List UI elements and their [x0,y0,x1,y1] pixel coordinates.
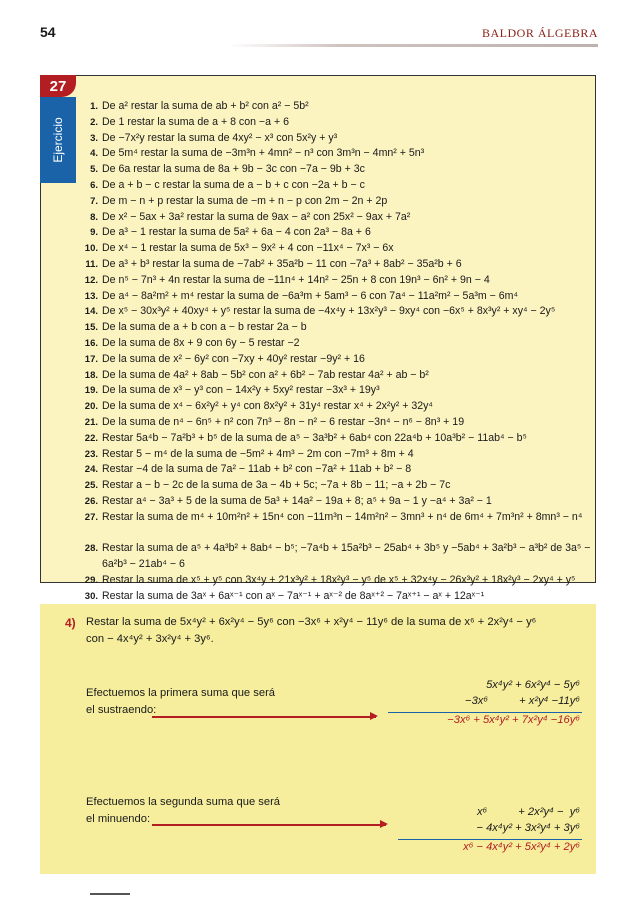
exercise-list [82,99,594,605]
exercise-item-text: Restar la suma de a⁵ + 4a³b² + 8ab⁴ − b⁵; −7a⁴b + 15a²b³ − 25ab⁴ + 3b⁵ y −5ab⁴ + 3a²b³ − a³b² de 3a⁵ − 6a²b³ − 21ab⁴ − 6 [102,542,591,571]
exercise-item-text: De 1 restar la suma de a + 8 con −a + 6 [102,115,289,128]
solved-example-statement: Restar la suma de 5x⁴y² + 6x²y⁴ − 5y⁶ con −3x⁶ + x²y⁴ − 11y⁶ de la suma de x⁶ + 2x²y⁴ − y⁶ con − 4x⁴y² + 3x²y⁴ + 3y⁶. [86,616,537,645]
exercise-item [82,336,594,352]
exercise-item-number: 8. [90,211,98,223]
exercise-item-text: De la suma de n⁴ − 6n⁵ + n² con 7n³ − 8n − n² − 6 restar −3n⁴ − n⁶ − 8n³ + 19 [102,415,465,428]
exercise-item-text: De la suma de a + b con a − b restar 2a − b [102,321,307,334]
exercise-item-text: De la suma de x⁴ − 6x²y² + y⁴ con 8x²y² + 31y⁴ restar x⁴ + 2x²y² + 32y⁴ [102,400,433,413]
exercise-item-number: 1. [90,101,98,112]
exercise-item-number: 14. [84,306,98,318]
exercise-item [82,478,594,494]
exercise-item [82,541,594,573]
exercise-item [82,225,594,241]
exercise-item [82,257,594,273]
exercise-item [82,399,594,415]
header-rule [228,44,598,47]
exercise-item-text: De x² − 5ax + 3a² restar la suma de 9ax − a² con 25x² − 9ax + 7a² [102,210,411,223]
exercise-item-text: Restar 5 − m⁴ de la suma de −5m² + 4m³ − 2m con −7m³ + 8m + 4 [102,447,414,460]
exercise-item-text: De a⁴ − 8a²m² + m⁴ restar la suma de −6a³m + 5am³ − 6 con 7a⁴ − 11a²m² − 5a³m − 6m⁴ [102,289,519,302]
exercise-item-text: De a² restar la suma de ab + b² con a² − 5b² [102,100,309,112]
exercise-item [82,146,594,162]
book-title: BALDOR ÁLGEBRA [481,26,598,40]
exercise-item [82,241,594,257]
step2-line-1: x⁶ + 2x²y⁴ − y⁶ [476,806,580,818]
exercise-item-text: De la suma de 8x + 9 con 6y − 5 restar −2 [102,336,300,349]
exercise-item [82,131,594,147]
exercise-item [82,194,594,210]
exercise-item-text: Restar a − b − 2c de la suma de 3a − 4b + 5c; −7a + 8b − 11; −a + 2b − 7c [102,479,451,492]
exercise-item-number: 21. [84,416,98,428]
exercise-item-number: 6. [90,179,98,191]
exercise-item-number: 24. [84,464,98,476]
exercise-item-number: 22. [84,432,98,444]
exercise-item-number: 13. [84,290,98,302]
exercise-item-number: 7. [90,195,98,207]
exercise-item-number: 10. [84,243,98,255]
exercise-item-number: 30. [84,590,98,602]
exercise-item-number: 19. [84,385,98,397]
exercise-item [82,289,594,305]
exercise-item-text: Restar la suma de x⁵ + y⁵ con 3x⁴y + 21x³y² + 18x²y³ − y⁵ de x⁵ + 32x⁴y − 26x³y² + 18x²y³ − 2xy⁴ + y⁵ [102,573,576,586]
exercise-item [82,447,594,463]
exercise-item-text: De a³ − 1 restar la suma de 5a² + 6a − 4 con 2a³ − 8a + 6 [102,226,371,239]
exercise-item [82,320,594,336]
exercise-item-text: Restar la suma de 3aˣ + 6aˣ⁻¹ con aˣ − 7aˣ⁻¹ + aˣ⁻² de 8aˣ⁺² − 7aˣ⁺¹ − aˣ + 12aˣ⁻¹ [102,589,485,602]
step1-line-2: −3x⁶ + x²y⁴ −11y⁶ [465,695,580,707]
exercise-item [82,589,594,605]
exercise-item [82,510,594,542]
exercise-item-number: 29. [84,574,98,586]
step2-label: Efectuemos la segunda suma que será el minuendo: [86,796,281,825]
exercise-item-number: 23. [84,448,98,460]
exercise-item [82,99,594,115]
exercise-item-number: 11. [85,258,98,270]
exercise-item [82,368,594,384]
exercise-item [82,431,594,447]
exercise-item [82,352,594,368]
exercise-item-text: De la suma de x² − 6y² con −7xy + 40y² restar −9y² + 16 [102,352,365,365]
exercise-item [82,162,594,178]
exercise-item-number: 3. [90,132,98,144]
step1-result: −3x⁶ + 5x⁴y² + 7x²y⁴ −16y⁶ [447,714,580,726]
step1-line-1: 5x⁴y² + 6x²y⁴ − 5y⁶ [486,679,580,691]
step2-arrow [152,824,386,826]
exercise-item [82,494,594,510]
exercise-item-text: Restar −4 de la suma de 7a² − 11ab + b² con −7a² + 11ab + b² − 8 [102,463,412,476]
page-number: 54 [40,24,56,40]
exercise-side-tab [40,97,76,183]
exercise-item-number: 20. [84,401,98,413]
step2-sum-rule [398,839,582,840]
exercise-item-text: Restar 5a⁴b − 7a²b³ + b⁵ de la suma de a⁵ − 3a³b² + 6ab⁴ con 22a⁴b + 10a³b² − 11ab⁴ − b⁵ [102,431,527,444]
exercise-item-text: De 6a restar la suma de 8a + 9b − 3c con −7a − 9b + 3c [102,163,365,176]
exercise-item-number: 25. [84,480,98,492]
exercise-item [82,462,594,478]
exercise-item-number: 4. [90,148,98,160]
exercise-item [82,415,594,431]
step1-arrow [152,716,376,718]
step2-result: x⁶ − 4x⁴y² + 5x²y⁴ + 2y⁶ [463,841,580,853]
exercise-item-text: De la suma de x³ − y³ con − 14x²y + 5xy² restar −3x³ + 19y³ [102,384,380,397]
step2-line-2: − 4x⁴y² + 3x²y⁴ + 3y⁶ [476,822,580,834]
exercise-item-text: De n⁵ − 7n³ + 4n restar la suma de −11n⁴ + 14n² − 25n + 8 con 19n³ − 6n² + 9n − 4 [102,273,490,286]
exercise-item [82,178,594,194]
exercise-item-number: 16. [84,337,98,349]
exercise-item [82,383,594,399]
exercise-item-number: 27. [84,511,98,523]
exercise-item-text: Restar la suma de m⁴ + 10m²n² + 15n⁴ con −11m³n − 14m²n² − 3mn³ + n⁴ de 6m⁴ + 7m³n² + 8mn³ − n⁴ [102,510,583,523]
exercise-side-label: Ejercicio [51,117,65,163]
exercise-item-number: 2. [90,116,98,128]
footer-mark [90,893,130,895]
exercise-item-number: 5. [90,164,98,176]
exercise-item [82,304,594,320]
solved-example-number: 4) [65,616,76,630]
exercise-item-text: De 5m⁴ restar la suma de −3m³n + 4mn² − n³ con 3m³n − 4mn² + 5n³ [102,147,425,160]
exercise-item-text: De x⁴ − 1 restar la suma de 5x³ − 9x² + 4 con −11x⁴ − 7x³ − 6x [102,242,394,255]
exercise-item-number: 28. [84,543,98,555]
exercise-item-number: 15. [84,322,98,334]
exercise-item-number: 12. [84,274,98,286]
exercise-item-text: De x⁵ − 30x³y² + 40xy⁴ + y⁵ restar la suma de −4x⁴y + 13x²y³ − 9xy⁴ con −6x⁵ + 8x³y² + xy⁴ − 2y⁵ [102,305,556,318]
step1-label: Efectuemos la primera suma que será el sustraendo: [86,687,276,716]
exercise-item-text: De la suma de 4a² + 8ab − 5b² con a² + 6b² − 7ab restar 4a² + ab − b² [102,368,429,381]
exercise-number-badge: 27 [40,75,76,97]
exercise-item-text: De −7x²y restar la suma de 4xy² − x³ con 5x²y + y³ [102,131,338,144]
exercise-item-number: 26. [84,495,98,507]
exercise-item [82,210,594,226]
exercise-item-number: 18. [84,369,98,381]
exercise-item-number: 17. [84,353,98,365]
exercise-item-text: De a + b − c restar la suma de a − b + c con −2a + b − c [102,178,365,191]
exercise-item-text: Restar a⁴ − 3a³ + 5 de la suma de 5a³ + 14a² − 19a + 8; a⁵ + 9a − 1 y −a⁴ + 3a² − 1 [102,494,492,507]
exercise-item [82,115,594,131]
step1-sum-rule [388,712,582,713]
exercise-item [82,573,594,589]
exercise-item-number: 9. [90,227,98,239]
exercise-item-text: De m − n + p restar la suma de −m + n − p con 2m − 2n + 2p [102,194,388,207]
exercise-item-text: De a³ + b³ restar la suma de −7ab² + 35a²b − 11 con −7a³ + 8ab² − 35a²b + 6 [102,257,462,270]
exercise-item [82,273,594,289]
